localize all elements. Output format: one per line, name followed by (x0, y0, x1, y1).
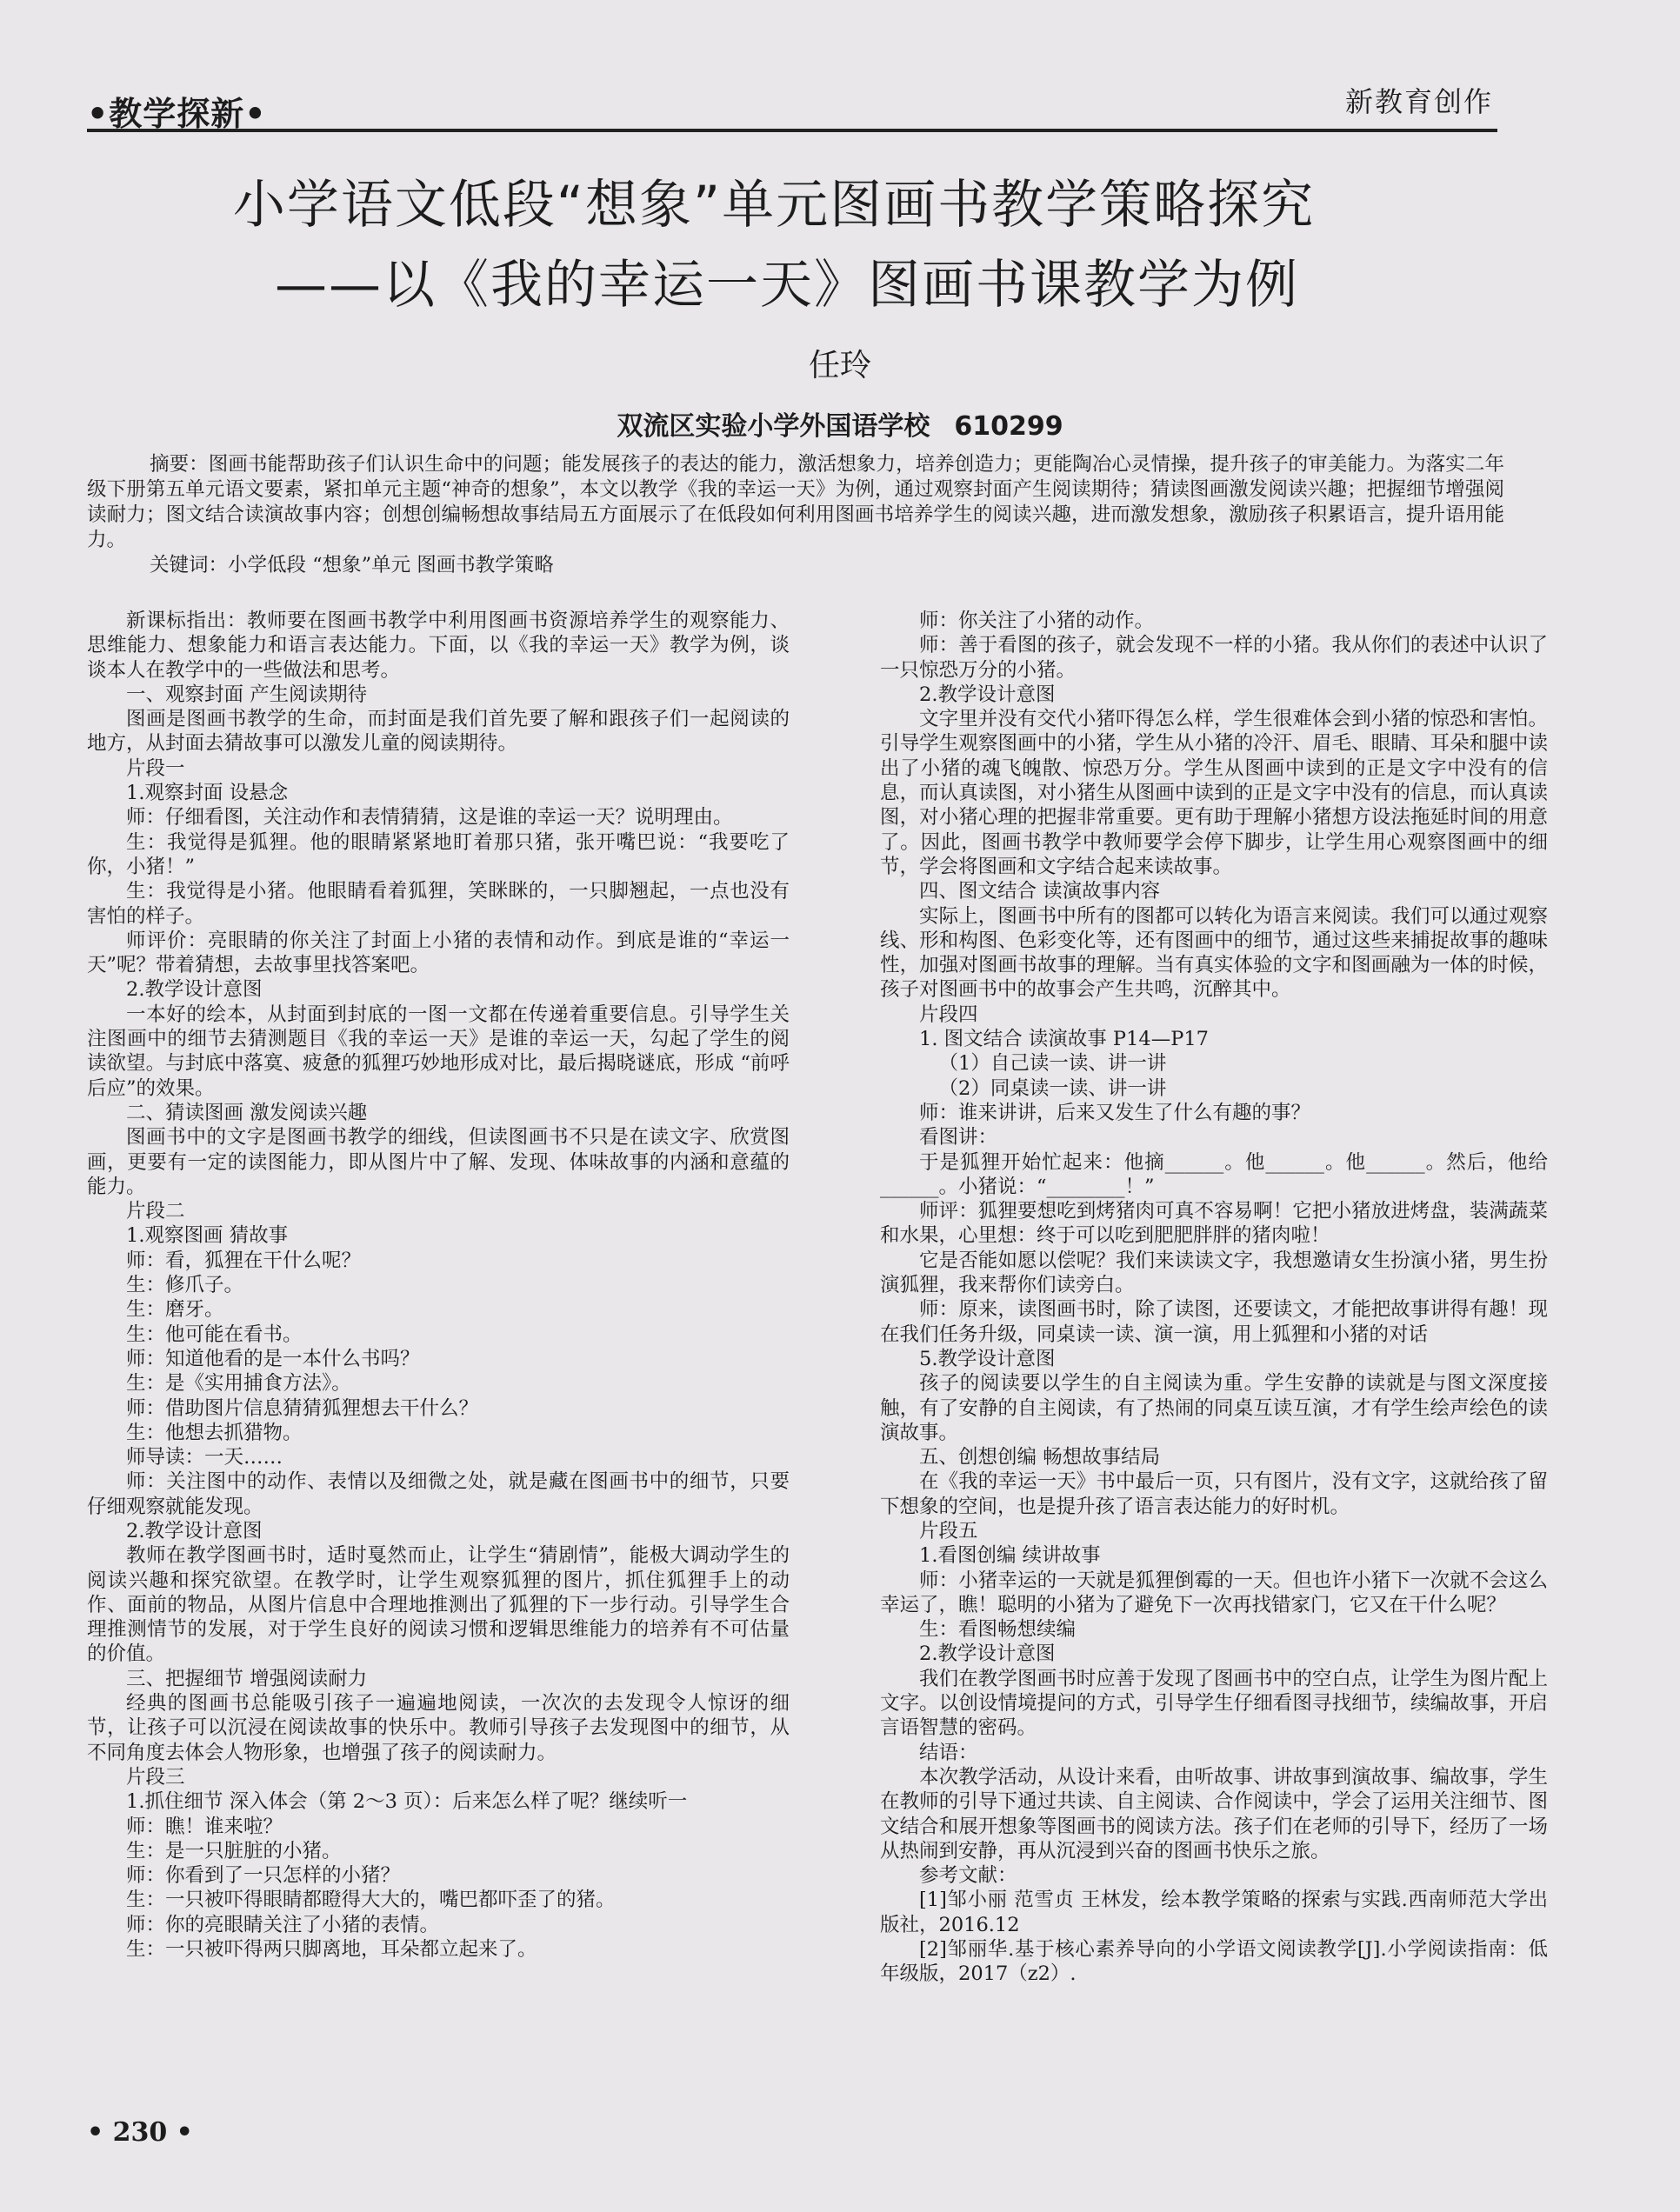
author-name: 任玲 (808, 348, 871, 383)
abstract (87, 452, 1504, 578)
paragraph: 一、观察封面 产生阅读期待 (126, 683, 368, 706)
paragraph: 师：关注图中的动作、表情以及细微之处，就是藏在图画书中的细节，只要仔细观察就能发现。 (87, 1470, 790, 1518)
paragraph: 1. 图文结合 读演故事 P14—P17 (919, 1028, 1209, 1051)
paragraph: 三、把握细节 增强阅读耐力 (126, 1667, 368, 1690)
paragraph: 2.教学设计意图 (919, 683, 1056, 706)
section-tag: •教学探新• (87, 95, 267, 133)
paragraph: 片段二 (126, 1200, 185, 1223)
paragraph: 师评：狐狸要想吃到烤猪肉可真不容易啊！它把小猪放进烤盘，装满蔬菜和水果，心里想：终于可以吃到肥肥胖胖的猪肉啦！ (880, 1200, 1548, 1248)
paragraph: 它是否能如愿以偿呢？我们来读读文字，我想邀请女生扮演小猪，男生扮演狐狸，我来帮你们读旁白。 (880, 1249, 1548, 1297)
affiliation-name: 双流区实验小学外国语学校 (617, 411, 930, 442)
paragraph: 生：我觉得是小猪。他眼睛看着狐狸，笑眯眯的，一只脚翘起，一点也没有害怕的样子。 (87, 880, 790, 928)
paragraph: 实际上，图画书中所有的图都可以转化为语言来阅读。我们可以通过观察线、形和构图、色彩变化等，还有图画中的细节，通过这些来捕捉故事的趣味性，加强对图画书故事的理解。当有真实体验的文字和图画融为一体的时候，孩子对图画书中的故事会产生共鸣，沉醉其中。 (880, 904, 1548, 1002)
paragraph: 2.教学设计意图 (126, 1519, 263, 1542)
journal-name: 新教育创作 (1344, 85, 1493, 118)
paragraph: 图画是图画书教学的生命，而封面是我们首先要了解和跟孩子们一起阅读的地方，从封面去猜故事可以激发儿童的阅读期待。 (87, 708, 790, 756)
paragraph: 片段五 (919, 1519, 978, 1542)
paragraph: 生：他可能在看书。 (126, 1323, 303, 1346)
paragraph: 师：瞧！谁来啦？ (126, 1815, 283, 1838)
paragraph: 教师在教学图画书时，适时戛然而止，让学生“猜剧情”，能极大调动学生的阅读兴趣和探究欲望。在教学时，让学生观察狐狸的图片，抓住狐狸手上的动作、面前的物品，从图片信息中合理地推测出了狐狸的下一步行动。引导学生合理推测情节的发展，对于学生良好的阅读习惯和逻辑思维能力的培养有不可估量的价值。 (87, 1544, 790, 1666)
paragraph: 1.看图创编 续讲故事 (919, 1544, 1101, 1568)
paragraph: 经典的图画书总能吸引孩子一遍遍地阅读，一次次的去发现令人惊讶的细节，让孩子可以沉浸在阅读故事的快乐中。教师引导孩子去发现图中的细节，从不同角度去体会人物形象，也增强了孩子的阅读耐力。 (87, 1692, 790, 1764)
paragraph: 师：谁来讲讲，后来又发生了什么有趣的事？ (919, 1101, 1311, 1124)
paragraph: 孩子的阅读要以学生的自主阅读为重。学生安静的读就是与图文深度接触，有了安静的自主阅读，有了热闹的同桌互读互演，才有学生绘声绘色的读演故事。 (880, 1372, 1548, 1444)
paragraph: [2]邹丽华.基于核心素养导向的小学语文阅读教学[J].小学阅读指南：低年级版，2017（z2）. (880, 1938, 1548, 1986)
paragraph: 生：一只被吓得眼睛都瞪得大大的，嘴巴都吓歪了的猪。 (126, 1889, 616, 1912)
paragraph: 师导读：一天…… (126, 1446, 283, 1469)
paragraph: 片段四 (919, 1003, 978, 1026)
paragraph: 师评价：亮眼睛的你关注了封面上小猪的表情和动作。到底是谁的“幸运一天”呢？带着猜想，去故事里找答案吧。 (87, 929, 790, 977)
article-title: 小学语文低段“想象”单元图画书教学策略探究 (232, 175, 1316, 236)
paragraph: 师：小猪幸运的一天就是狐狸倒霉的一天。但也许小猪下一次就不会这么幸运了，瞧！聪明的小猪为了避免下一次再找错家门，它又在干什么呢？ (880, 1569, 1548, 1616)
paragraph: 参考文献： (919, 1864, 1017, 1888)
article-subtitle: ——以《我的幸运一天》图画书课教学为例 (275, 255, 1299, 316)
paragraph: 1.观察封面 设悬念 (126, 782, 289, 805)
paragraph: （1）自己读一读、讲一讲 (938, 1052, 1167, 1076)
paragraph: 1.抓住细节 深入体会（第 2～3 页）：后来怎么样了呢？继续听一 (126, 1790, 688, 1814)
right-column (880, 609, 1548, 1987)
paragraph: 生：磨牙。 (126, 1298, 224, 1322)
paragraph: 师：善于看图的孩子，就会发现不一样的小猪。我从你们的表述中认识了一只惊恐万分的小猪。 (880, 634, 1548, 682)
paragraph: 生：我觉得是狐狸。他的眼睛紧紧地盯着那只猪，张开嘴巴说：“我要吃了你，小猪！” (87, 830, 790, 878)
paragraph: 5.教学设计意图 (919, 1347, 1056, 1370)
paragraph: 片段一 (126, 756, 185, 780)
page-number: • 230 • (87, 2117, 193, 2148)
paragraph: 在《我的幸运一天》书中最后一页，只有图片，没有文字，这就给孩了留下想象的空间，也是提升孩了语言表达能力的好时机。 (880, 1470, 1548, 1518)
affiliation (0, 404, 1680, 443)
abstract-text: 摘要：图画书能帮助孩子们认识生命中的问题；能发展孩子的表达的能力，激活想象力，培养创造力；更能陶冶心灵情操，提升孩子的审美能力。为落实二年级下册第五单元语文要素，紧扣单元主题“神奇的想象”，本文以教学《我的幸运一天》为例，通过观察封面产生阅读期待；猜读图画激发阅读兴趣；把握细节增强阅读耐力；图文结合读演故事内容；创想创编畅想故事结局五方面展示了在低段如何利用图画书培养学生的阅读兴趣，进而激发想象，激励孩子积累语言，提升语用能力。 (87, 453, 1504, 551)
paragraph: 四、图文结合 读演故事内容 (919, 880, 1161, 903)
paragraph: 片段三 (126, 1765, 185, 1789)
header-rule (87, 129, 1497, 132)
paragraph: 生：修爪子。 (126, 1274, 244, 1297)
paragraph: 于是狐狸开始忙起来：他摘______。他______。他______。然后，他给______。小猪说：“________！” (880, 1150, 1548, 1198)
paragraph: 新课标指出：教师要在图画书教学中利用图画书资源培养学生的观察能力、思维能力、想象能力和语言表达能力。下面，以《我的幸运一天》教学为例，谈谈本人在教学中的一些做法和思考。 (87, 610, 790, 682)
paragraph: 2.教学设计意图 (919, 1642, 1056, 1666)
paragraph: 我们在教学图画书时应善于发现了图画书中的空白点，让学生为图片配上文字。以创设情境提问的方式，引导学生仔细看图寻找细节，续编故事，开启言语智慧的密码。 (880, 1667, 1548, 1740)
keywords: 关键词：小学低段 “想象”单元 图画书教学策略 (150, 554, 554, 576)
paragraph: 师：原来，读图画书时，除了读图，还要读文，才能把故事讲得有趣！现在我们任务升级，同桌读一读、演一演，用上狐狸和小猪的对话 (880, 1298, 1548, 1346)
paragraph: 本次教学活动，从设计来看，由听故事、讲故事到演故事、编故事，学生在教师的引导下通过共读、自主阅读、合作阅读中，学会了运用关注细节、图文结合和展开想象等图画书的阅读方法。孩子们在老师的引导下，经历了一场从热闹到安静，再从沉浸到兴奋的图画书快乐之旅。 (880, 1765, 1548, 1862)
paragraph: 一本好的绘本，从封面到封底的一图一文都在传递着重要信息。引导学生关注图画中的细节去猜测题目《我的幸运一天》是谁的幸运一天，勾起了学生的阅读欲望。与封底中落寞、疲惫的狐狸巧妙地形成对比，最后揭晓谜底，形成 “前呼后应”的效果。 (87, 1003, 790, 1100)
paragraph: 生：是一只脏脏的小猪。 (126, 1839, 342, 1862)
paragraph: 看图讲： (919, 1126, 998, 1149)
paragraph: 师：你看到了一只怎样的小猪？ (126, 1864, 401, 1888)
paragraph: 师：你关注了小猪的动作。 (919, 610, 1155, 632)
paragraph: 生：他想去抓猎物。 (126, 1421, 303, 1444)
paragraph: 师：知道他看的是一本什么书吗？ (126, 1347, 420, 1370)
paragraph: 生：是《实用捕食方法》。 (126, 1372, 351, 1396)
paragraph: 图画书中的文字是图画书教学的细线，但读图画书不只是在读文字、欣赏图画，更要有一定的读图能力，即从图片中了解、发现、体味故事的内涵和意蕴的能力。 (87, 1126, 790, 1198)
paragraph: 生：看图畅想续编 (919, 1618, 1077, 1642)
paragraph: 师：借助图片信息猜猜狐狸想去干什么？ (126, 1396, 479, 1420)
left-column (87, 609, 790, 1962)
paragraph: 文字里并没有交代小猪吓得怎么样，学生很难体会到小猪的惊恐和害怕。引导学生观察图画中的小猪，学生从小猪的冷汗、眉毛、眼睛、耳朵和腿中读出了小猪的魂飞魄散、惊恐万分。学生从图画中读到的正是文字中没有的信息，而认真读图，对小猪生从图画中读到的正是文字中没有的信息，而认真读图，对小猪心理的把握非常重要。更有助于理解小猪想方设法拖延时间的用意了。因此，图画书教学中教师要学会停下脚步，让学生用心观察图画中的细节，学会将图画和文字结合起来读故事。 (880, 708, 1548, 878)
paragraph: 2.教学设计意图 (126, 978, 263, 1002)
paragraph: 五、创想创编 畅想故事结局 (919, 1446, 1161, 1469)
paragraph: 师：仔细看图，关注动作和表情猜猜，这是谁的幸运一天？说明理由。 (126, 806, 733, 830)
paragraph: 生：一只被吓得两只脚离地，耳朵都立起来了。 (126, 1938, 537, 1962)
paragraph: 师：看，狐狸在干什么呢？ (126, 1249, 362, 1272)
postcode: 610299 (954, 411, 1063, 442)
paragraph: 二、猜读图画 激发阅读兴趣 (126, 1101, 368, 1124)
paragraph: 师：你的亮眼睛关注了小猪的表情。 (126, 1913, 440, 1936)
paragraph: （2）同桌读一读、讲一讲 (938, 1076, 1167, 1100)
paragraph: 结语： (919, 1741, 978, 1764)
paragraph: [1]邹小丽 范雪贞 王林发，绘本教学策略的探索与实践.西南师范大学出版社，2016.12 (880, 1889, 1548, 1936)
paragraph: 1.观察图画 猜故事 (126, 1224, 289, 1248)
